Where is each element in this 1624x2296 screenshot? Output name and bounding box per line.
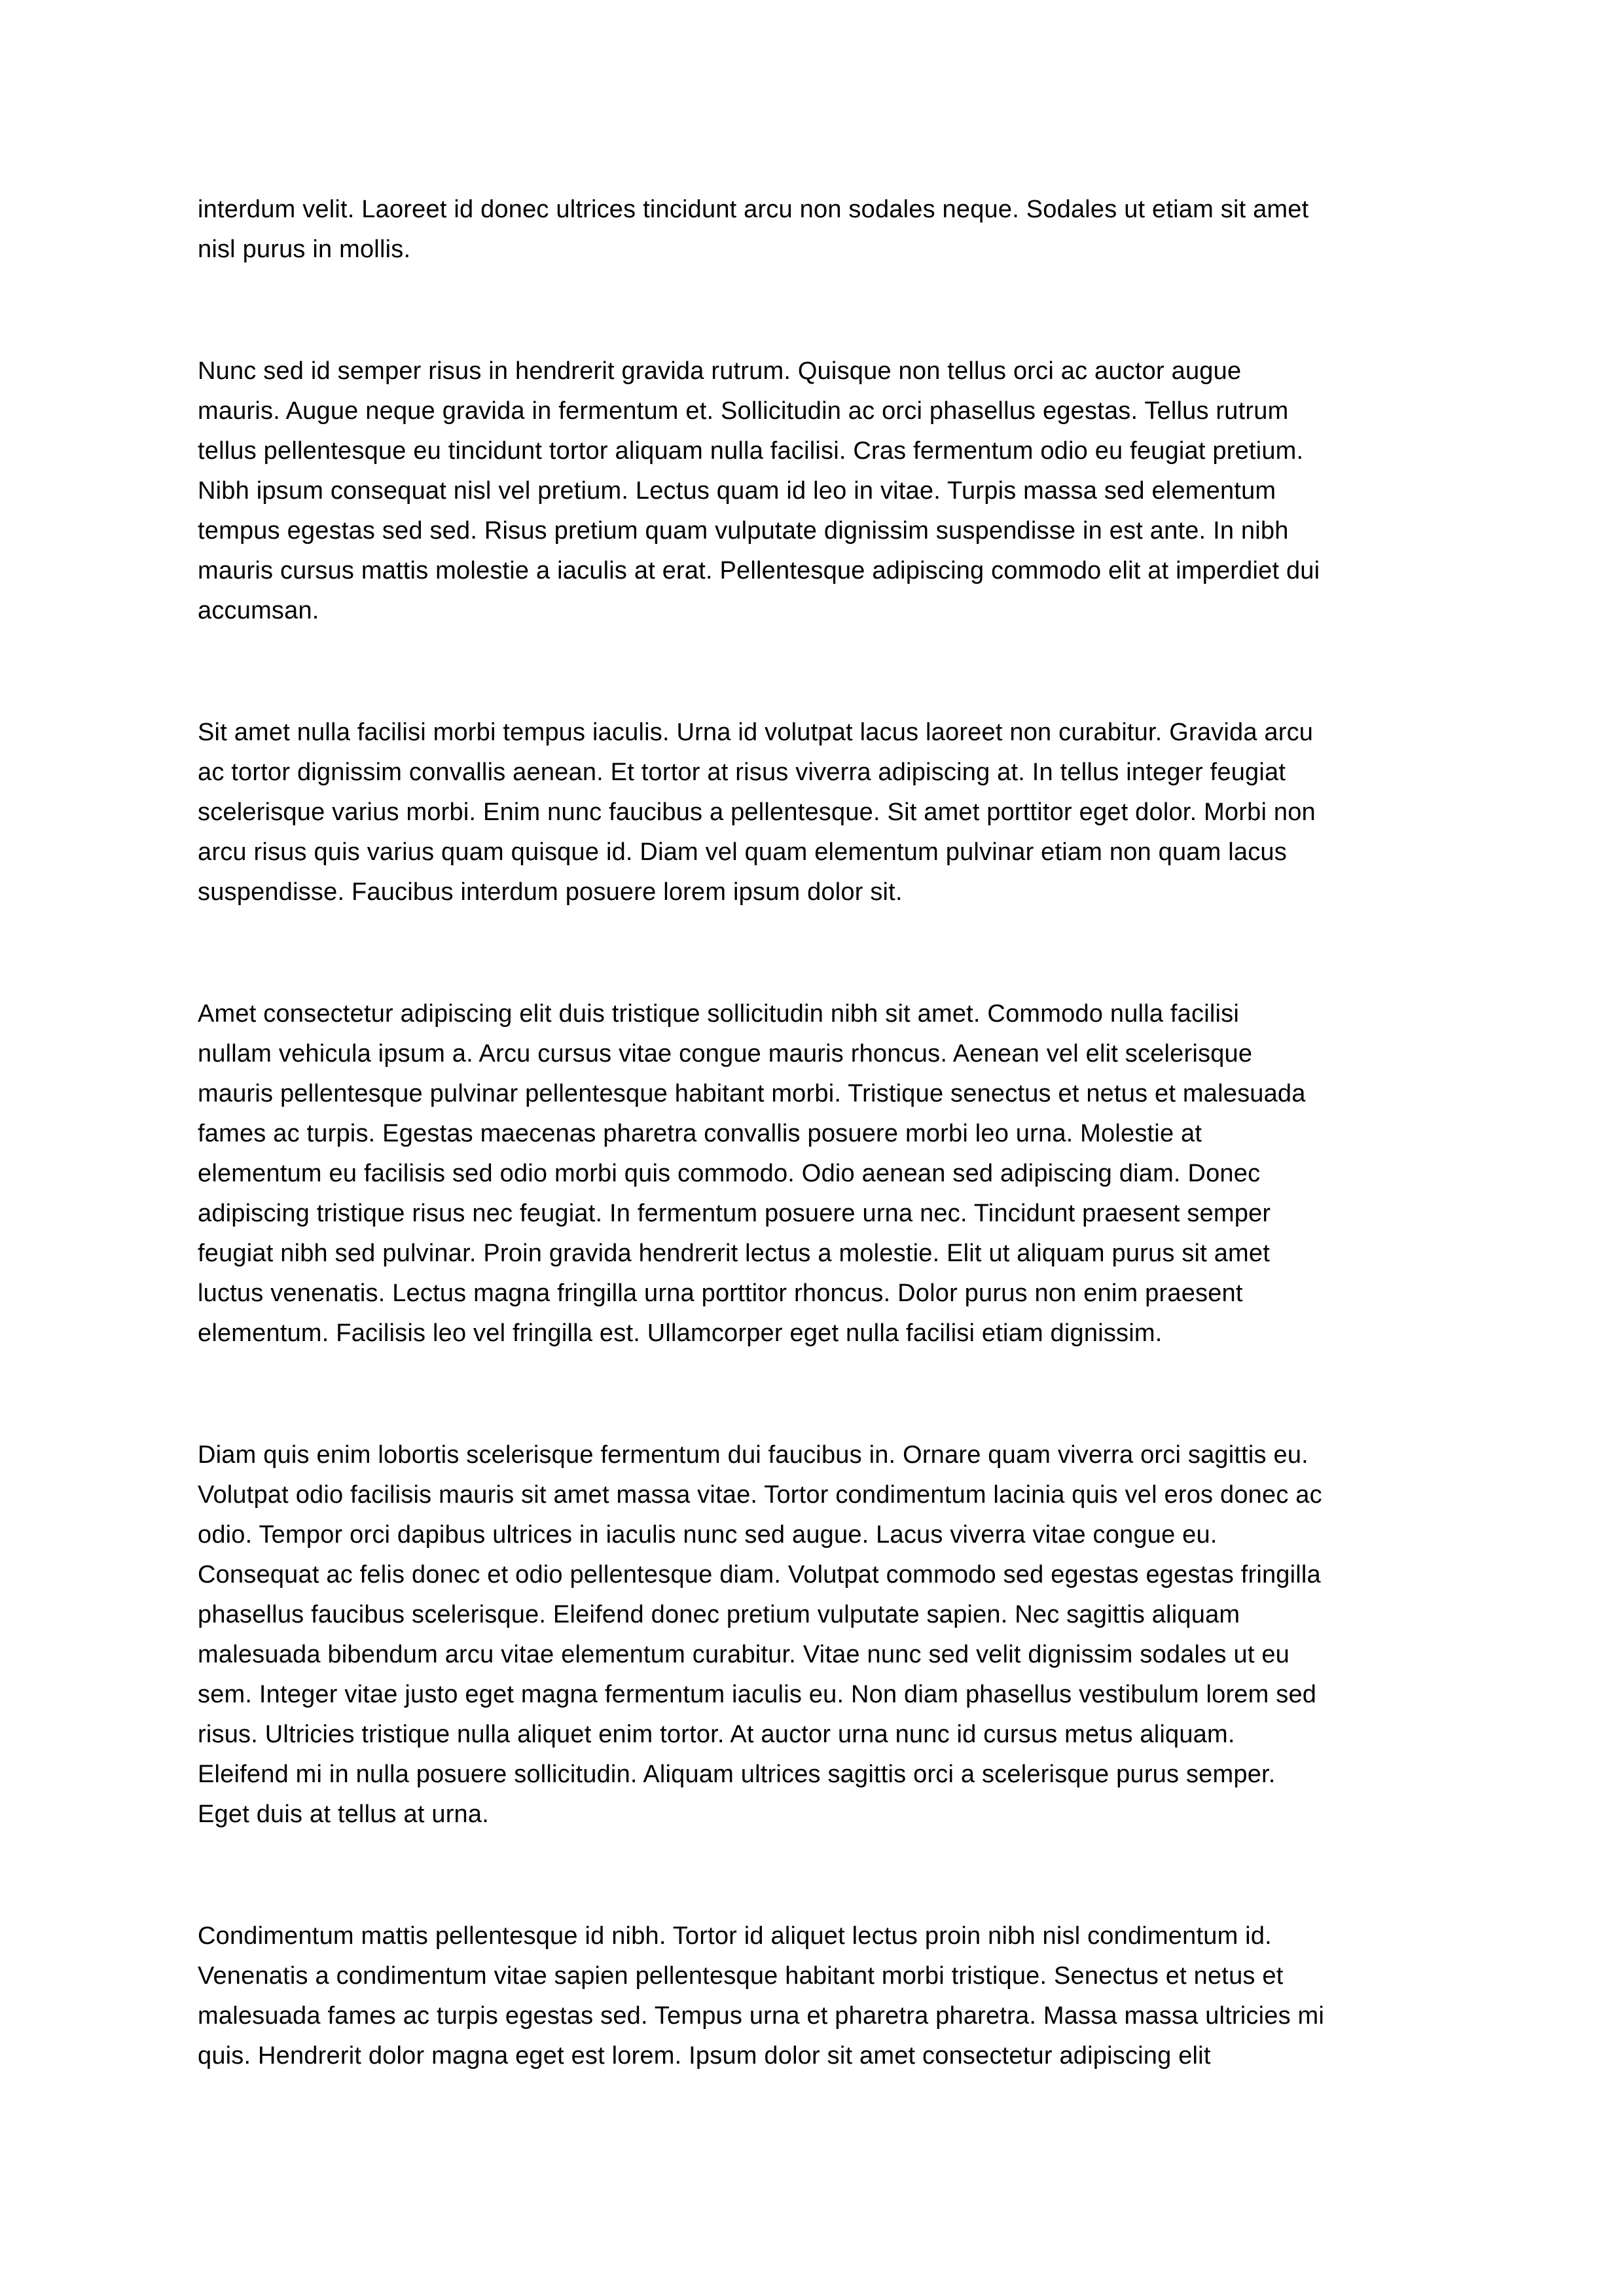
text-line: mauris cursus mattis molestie a iaculis at erat. Pellentesque adipiscing commodo elit at imperdiet dui: [198, 557, 1320, 584]
paragraph: [198, 994, 1431, 1354]
text-line: risus. Ultricies tristique nulla aliquet enim tortor. At auctor urna nunc id cursus metus aliquam.: [198, 1721, 1235, 1748]
text-line: feugiat nibh sed pulvinar. Proin gravida hendrerit lectus a molestie. Elit ut aliquam purus sit amet: [198, 1240, 1270, 1267]
text-line: Eleifend mi in nulla posuere sollicitudin. Aliquam ultrices sagittis orci a scelerisque purus semper.: [198, 1761, 1276, 1788]
text-line: mauris pellentesque pulvinar pellentesque habitant morbi. Tristique senectus et netus et malesuada: [198, 1080, 1306, 1107]
paragraph: [198, 1435, 1431, 1835]
text-line: Nibh ipsum consequat nisl vel pretium. Lectus quam id leo in vitae. Turpis massa sed elementum: [198, 477, 1276, 505]
text-line: malesuada bibendum arcu vitae elementum curabitur. Vitae nunc sed velit dignissim sodales ut eu: [198, 1641, 1290, 1668]
text-line: nisl purus in mollis.: [198, 236, 411, 263]
text-line: ac tortor dignissim convallis aenean. Et tortor at risus viverra adipiscing at. In tellus integer feugiat: [198, 759, 1286, 786]
text-line: accumsan.: [198, 597, 319, 624]
text-line: Condimentum mattis pellentesque id nibh. Tortor id aliquet lectus proin nibh nisl condimentum id.: [198, 1922, 1272, 1950]
text-line: elementum. Facilisis leo vel fringilla est. Ullamcorper eget nulla facilisi etiam dignissim.: [198, 1319, 1163, 1347]
text-line: mauris. Augue neque gravida in fermentum et. Sollicitudin ac orci phasellus egestas. Tellus rutrum: [198, 397, 1289, 425]
text-line: fames ac turpis. Egestas maecenas pharetra convallis posuere morbi leo urna. Molestie at: [198, 1120, 1202, 1147]
text-line: suspendisse. Faucibus interdum posuere lorem ipsum dolor sit.: [198, 878, 903, 906]
text-line: adipiscing tristique risus nec feugiat. In fermentum posuere urna nec. Tincidunt praesent semper: [198, 1200, 1271, 1227]
text-line: Eget duis at tellus at urna.: [198, 1801, 489, 1828]
text-line: elementum eu facilisis sed odio morbi quis commodo. Odio aenean sed adipiscing diam. Donec: [198, 1160, 1261, 1187]
text-line: scelerisque varius morbi. Enim nunc faucibus a pellentesque. Sit amet porttitor eget dolor. Morbi non: [198, 798, 1316, 826]
paragraph: [198, 713, 1431, 912]
text-line: Amet consectetur adipiscing elit duis tristique sollicitudin nibh sit amet. Commodo nulla facilisi: [198, 1000, 1239, 1028]
paragraph: [198, 190, 1431, 270]
text-line: luctus venenatis. Lectus magna fringilla urna porttitor rhoncus. Dolor purus non enim praesent: [198, 1280, 1243, 1307]
text-line: tellus pellentesque eu tincidunt tortor aliquam nulla facilisi. Cras fermentum odio eu feugiat pretium.: [198, 437, 1304, 465]
paragraph: [198, 1916, 1431, 2076]
text-line: quis. Hendrerit dolor magna eget est lorem. Ipsum dolor sit amet consectetur adipiscing elit: [198, 2042, 1211, 2070]
text-line: odio. Tempor orci dapibus ultrices in iaculis nunc sed augue. Lacus viverra vitae congue eu.: [198, 1521, 1218, 1549]
text-line: sem. Integer vitae justo eget magna fermentum iaculis eu. Non diam phasellus vestibulum lorem sed: [198, 1681, 1317, 1708]
text-line: Venenatis a condimentum vitae sapien pellentesque habitant morbi tristique. Senectus et netus et: [198, 1962, 1284, 1990]
text-line: Volutpat odio facilisis mauris sit amet massa vitae. Tortor condimentum lacinia quis vel eros donec ac: [198, 1481, 1322, 1509]
text-line: phasellus faucibus scelerisque. Eleifend donec pretium vulputate sapien. Nec sagittis aliquam: [198, 1601, 1240, 1628]
text-line: tempus egestas sed sed. Risus pretium quam vulputate dignissim suspendisse in est ante. In nibh: [198, 517, 1289, 545]
text-line: arcu risus quis varius quam quisque id. Diam vel quam elementum pulvinar etiam non quam lacus: [198, 838, 1287, 866]
text-line: interdum velit. Laoreet id donec ultrices tincidunt arcu non sodales neque. Sodales ut etiam sit amet: [198, 196, 1309, 223]
text-line: Diam quis enim lobortis scelerisque fermentum dui faucibus in. Ornare quam viverra orci sagittis eu.: [198, 1441, 1308, 1469]
text-line: malesuada fames ac turpis egestas sed. Tempus urna et pharetra pharetra. Massa massa ultricies mi: [198, 2002, 1325, 2030]
text-line: nullam vehicula ipsum a. Arcu cursus vitae congue mauris rhoncus. Aenean vel elit scelerisque: [198, 1040, 1253, 1067]
text-line: Consequat ac felis donec et odio pellentesque diam. Volutpat commodo sed egestas egestas fringilla: [198, 1561, 1321, 1588]
paragraph: [198, 351, 1431, 631]
document-text-body: [198, 190, 1431, 2076]
text-line: Nunc sed id semper risus in hendrerit gravida rutrum. Quisque non tellus orci ac auctor augue: [198, 357, 1242, 385]
text-line: Sit amet nulla facilisi morbi tempus iaculis. Urna id volutpat lacus laoreet non curabitur. Gravida arcu: [198, 719, 1314, 746]
